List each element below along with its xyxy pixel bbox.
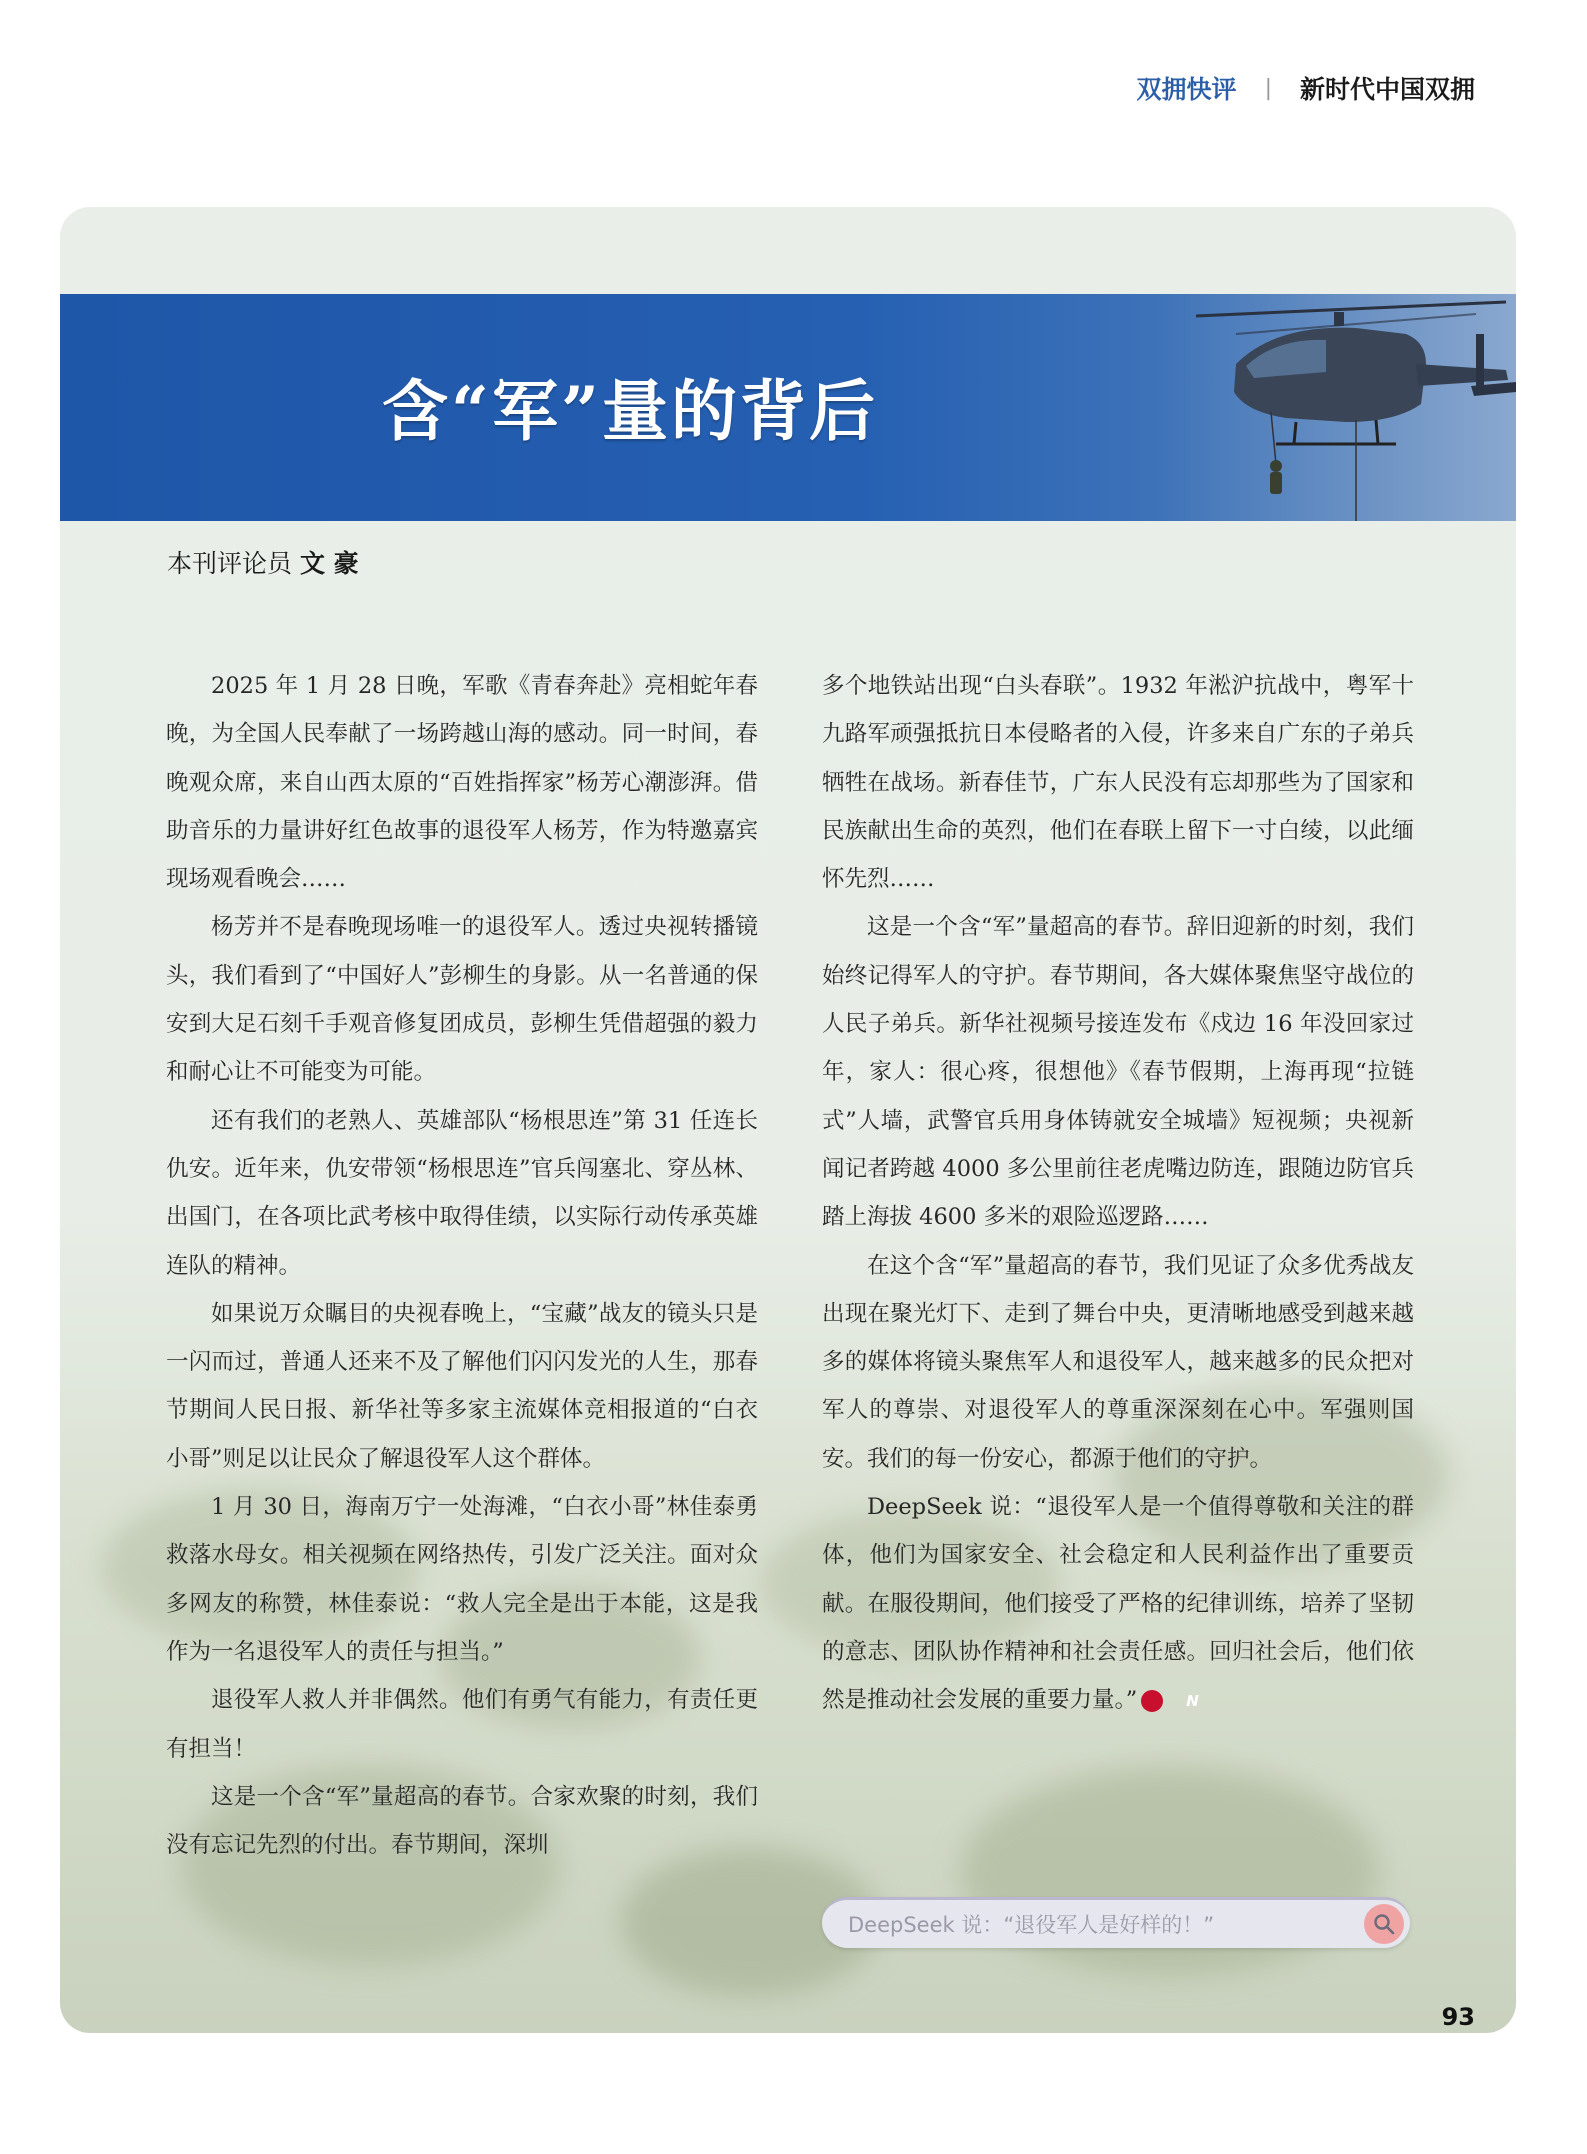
byline-author: 文 豪 <box>299 549 359 578</box>
paragraph: 这是一个含“军”量超高的春节。辞旧迎新的时刻，我们始终记得军人的守护。春节期间，各大媒体聚焦坚守战位的人民子弟兵。新华社视频号接连发布《戍边 16 年没回家过年，家人：很心疼，很想他》《春节假期，上海再现“拉链式”人墙，武警官兵用身体铸就安全城墙》短视频；央视新闻记者跨越 4000 多公里前往老虎嘴边防连，跟随边防官兵踏上海拔 4600 多米的艰险巡逻路…… <box>822 914 1414 1231</box>
title-banner <box>60 294 1516 521</box>
column-label: 新时代中国双拥 <box>1299 75 1475 104</box>
paragraph-last <box>822 1483 1414 1724</box>
helicopter-illustration <box>1176 294 1516 521</box>
right-text-column <box>822 662 1414 1725</box>
search-button[interactable] <box>1364 1904 1404 1944</box>
section-label: 双拥快评 <box>1136 75 1237 104</box>
search-box[interactable] <box>822 1897 1410 1948</box>
paragraph: 1 月 30 日，海南万宁一处海滩，“白衣小哥”林佳泰勇救落水母女。相关视频在网络热传，引发广泛关注。面对众多网友的称赞，林佳泰说：“救人完全是出于本能，这是我作为一名退役军人的责任与担当。” <box>166 1494 758 1665</box>
left-text-column <box>166 662 758 1869</box>
paragraph-text: DeepSeek 说：“退役军人是一个值得尊敬和关注的群体，他们为国家安全、社会稳定和人民利益作出了重要贡献。在服役期间，他们接受了严格的纪律训练，培养了坚韧的意志、团队协作精神和社会责任感。回归社会后，他们依然是推动社会发展的重要力量。” <box>822 1494 1414 1714</box>
page-number: 93 <box>1441 2003 1475 2031</box>
paragraph: 2025 年 1 月 28 日晚，军歌《青春奔赴》亮相蛇年春晚，为全国人民奉献了一场跨越山海的感动。同一时间，春晚观众席，来自山西太原的“百姓指挥家”杨芳心潮澎湃。借助音乐的力量讲好红色故事的退役军人杨芳，作为特邀嘉宾现场观看晚会…… <box>166 673 758 893</box>
paragraph: 多个地铁站出现“白头春联”。1932 年淞沪抗战中，粤军十九路军顽强抵抗日本侵略者的入侵，许多来自广东的子弟兵牺牲在战场。新春佳节，广东人民没有忘却那些为了国家和民族献出生命的英烈，他们在春联上留下一寸白绫，以此缅怀先烈…… <box>822 673 1414 893</box>
paragraph: 这是一个含“军”量超高的春节。合家欢聚的时刻，我们没有忘记先烈的付出。春节期间，深圳 <box>166 1783 758 1859</box>
byline-role: 本刊评论员 <box>167 549 293 578</box>
article-title: 含“军”量的背后 <box>382 372 878 450</box>
end-mark-icon: N <box>1141 1690 1163 1712</box>
search-input[interactable]: DeepSeek 说：“退役军人是好样的！” <box>848 1913 1215 1937</box>
header-separator: | <box>1264 75 1272 101</box>
search-icon <box>1372 1912 1396 1936</box>
paragraph: 还有我们的老熟人、英雄部队“杨根思连”第 31 任连长仇安。近年来，仇安带领“杨根思连”官兵闯塞北、穿丛林、出国门，在各项比武考核中取得佳绩，以实际行动传承英雄连队的精神。 <box>166 1107 758 1279</box>
paragraph: 退役军人救人并非偶然。他们有勇气有能力，有责任更有担当！ <box>166 1687 758 1762</box>
article-card <box>60 207 1516 2033</box>
paragraph: 杨芳并不是春晚现场唯一的退役军人。透过央视转播镜头，我们看到了“中国好人”彭柳生的身影。从一名普通的保安到大足石刻千手观音修复团成员，彭柳生凭借超强的毅力和耐心让不可能变为可能。 <box>166 914 758 1086</box>
running-header <box>1137 70 1475 106</box>
byline <box>167 544 359 580</box>
paragraph: 在这个含“军”量超高的春节，我们见证了众多优秀战友出现在聚光灯下、走到了舞台中央，更清晰地感受到越来越多的媒体将镜头聚焦军人和退役军人，越来越多的民众把对军人的尊崇、对退役军人的尊重深深刻在心中。军强则国安。我们的每一份安心，都源于他们的守护。 <box>822 1252 1414 1472</box>
paragraph: 如果说万众瞩目的央视春晚上，“宝藏”战友的镜头只是一闪而过，普通人还来不及了解他们闪闪发光的人生，那春节期间人民日报、新华社等多家主流媒体竞相报道的“白衣小哥”则足以让民众了解退役军人这个群体。 <box>166 1300 758 1472</box>
